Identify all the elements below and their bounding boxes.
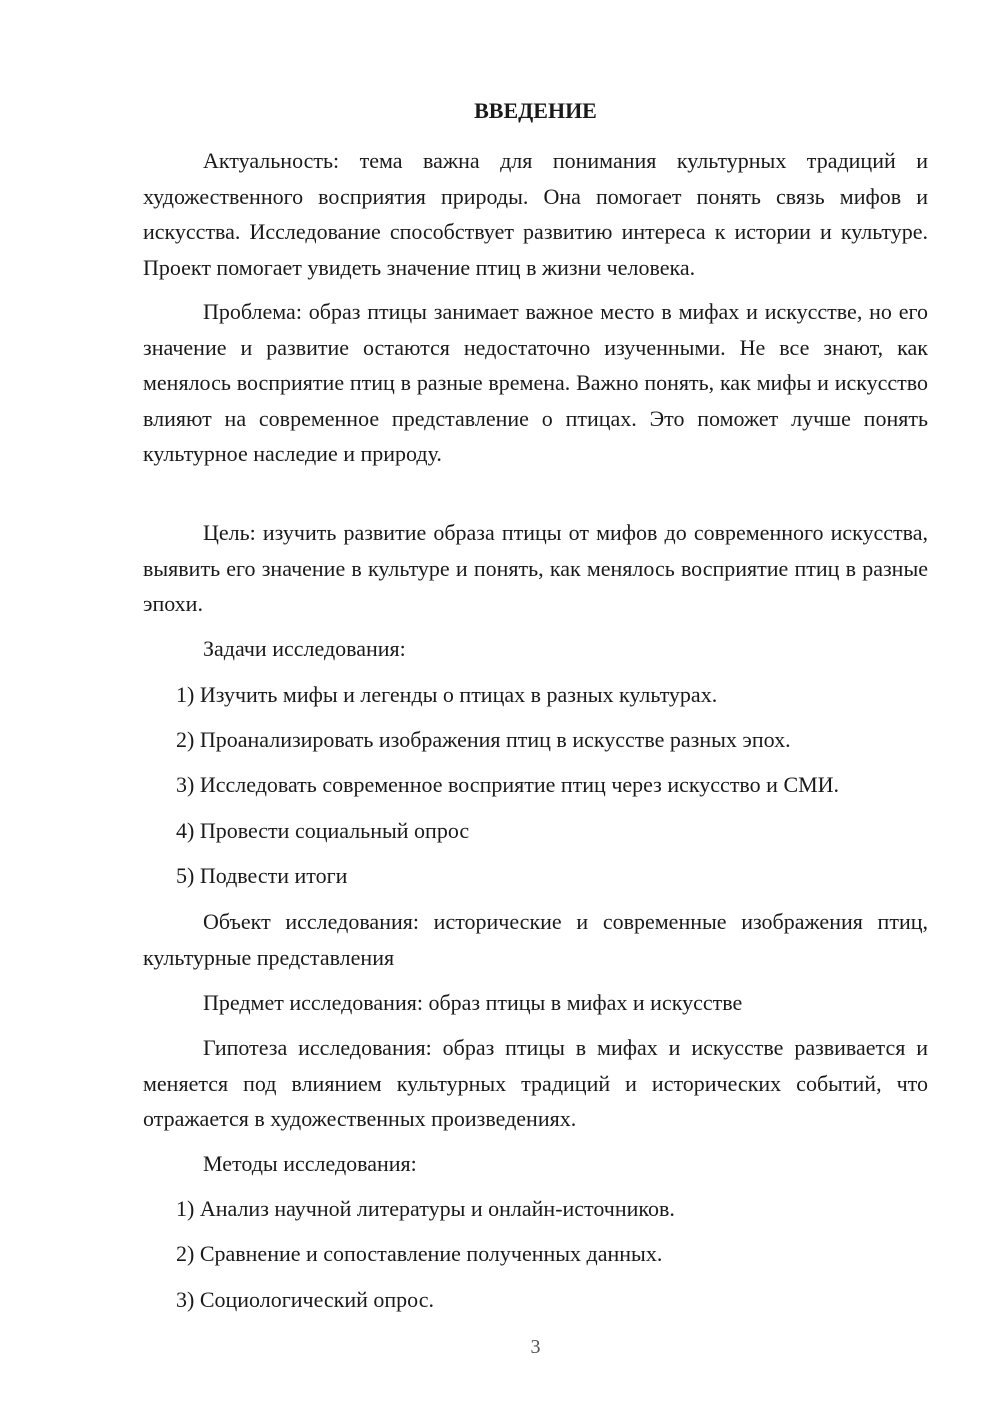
- method-item: 3) Социологический опрос.: [176, 1287, 434, 1312]
- goal-paragraph: Цель: изучить развитие образа птицы от мифов до современного искусства, выявить его значение в культуре и понять, как менялось восприятие птиц в разные эпохи.: [143, 520, 928, 616]
- task-item: 1) Изучить мифы и легенды о птицах в разных культурах.: [176, 682, 718, 707]
- problem-paragraph: Проблема: образ птицы занимает важное место в мифах и искусстве, но его значение и развитие остаются недостаточно изученными. Не все знают, как менялось восприятие птиц в разные времена. Важно понять, как мифы и искусство влияют на современное представление о птицах. Это поможет лучше понять культурное наследие и природу.: [143, 299, 928, 466]
- task-item: 3) Исследовать современное восприятие птиц через искусство и СМИ.: [176, 772, 840, 797]
- relevance-paragraph: Актуальность: тема важна для понимания культурных традиций и художественного восприятия природы. Она помогает понять связь мифов и искусства. Исследование способствует развитию интереса к истории и культуре. Проект помогает увидеть значение птиц в жизни человека.: [143, 148, 928, 280]
- task-item: 4) Провести социальный опрос: [176, 818, 470, 843]
- method-item: 2) Сравнение и сопоставление полученных данных.: [176, 1241, 663, 1266]
- methods-heading: Методы исследования:: [203, 1151, 417, 1176]
- section-heading: ВВЕДЕНИЕ: [474, 98, 597, 123]
- task-item: 5) Подвести итоги: [176, 863, 348, 888]
- tasks-heading: Задачи исследования:: [203, 636, 406, 661]
- page-number: 3: [530, 1336, 541, 1358]
- task-item: 2) Проанализировать изображения птиц в искусстве разных эпох.: [176, 727, 791, 752]
- object-paragraph: Объект исследования: исторические и современные изображения птиц, культурные представления: [143, 909, 928, 970]
- method-item: 1) Анализ научной литературы и онлайн-источников.: [176, 1196, 675, 1221]
- subject-paragraph: Предмет исследования: образ птицы в мифах и искусстве: [203, 990, 743, 1015]
- hypothesis-paragraph: Гипотеза исследования: образ птицы в мифах и искусстве развивается и меняется под влиянием культурных традиций и исторических событий, что отражается в художественных произведениях.: [143, 1035, 928, 1131]
- document-page: [143, 0, 928, 1414]
